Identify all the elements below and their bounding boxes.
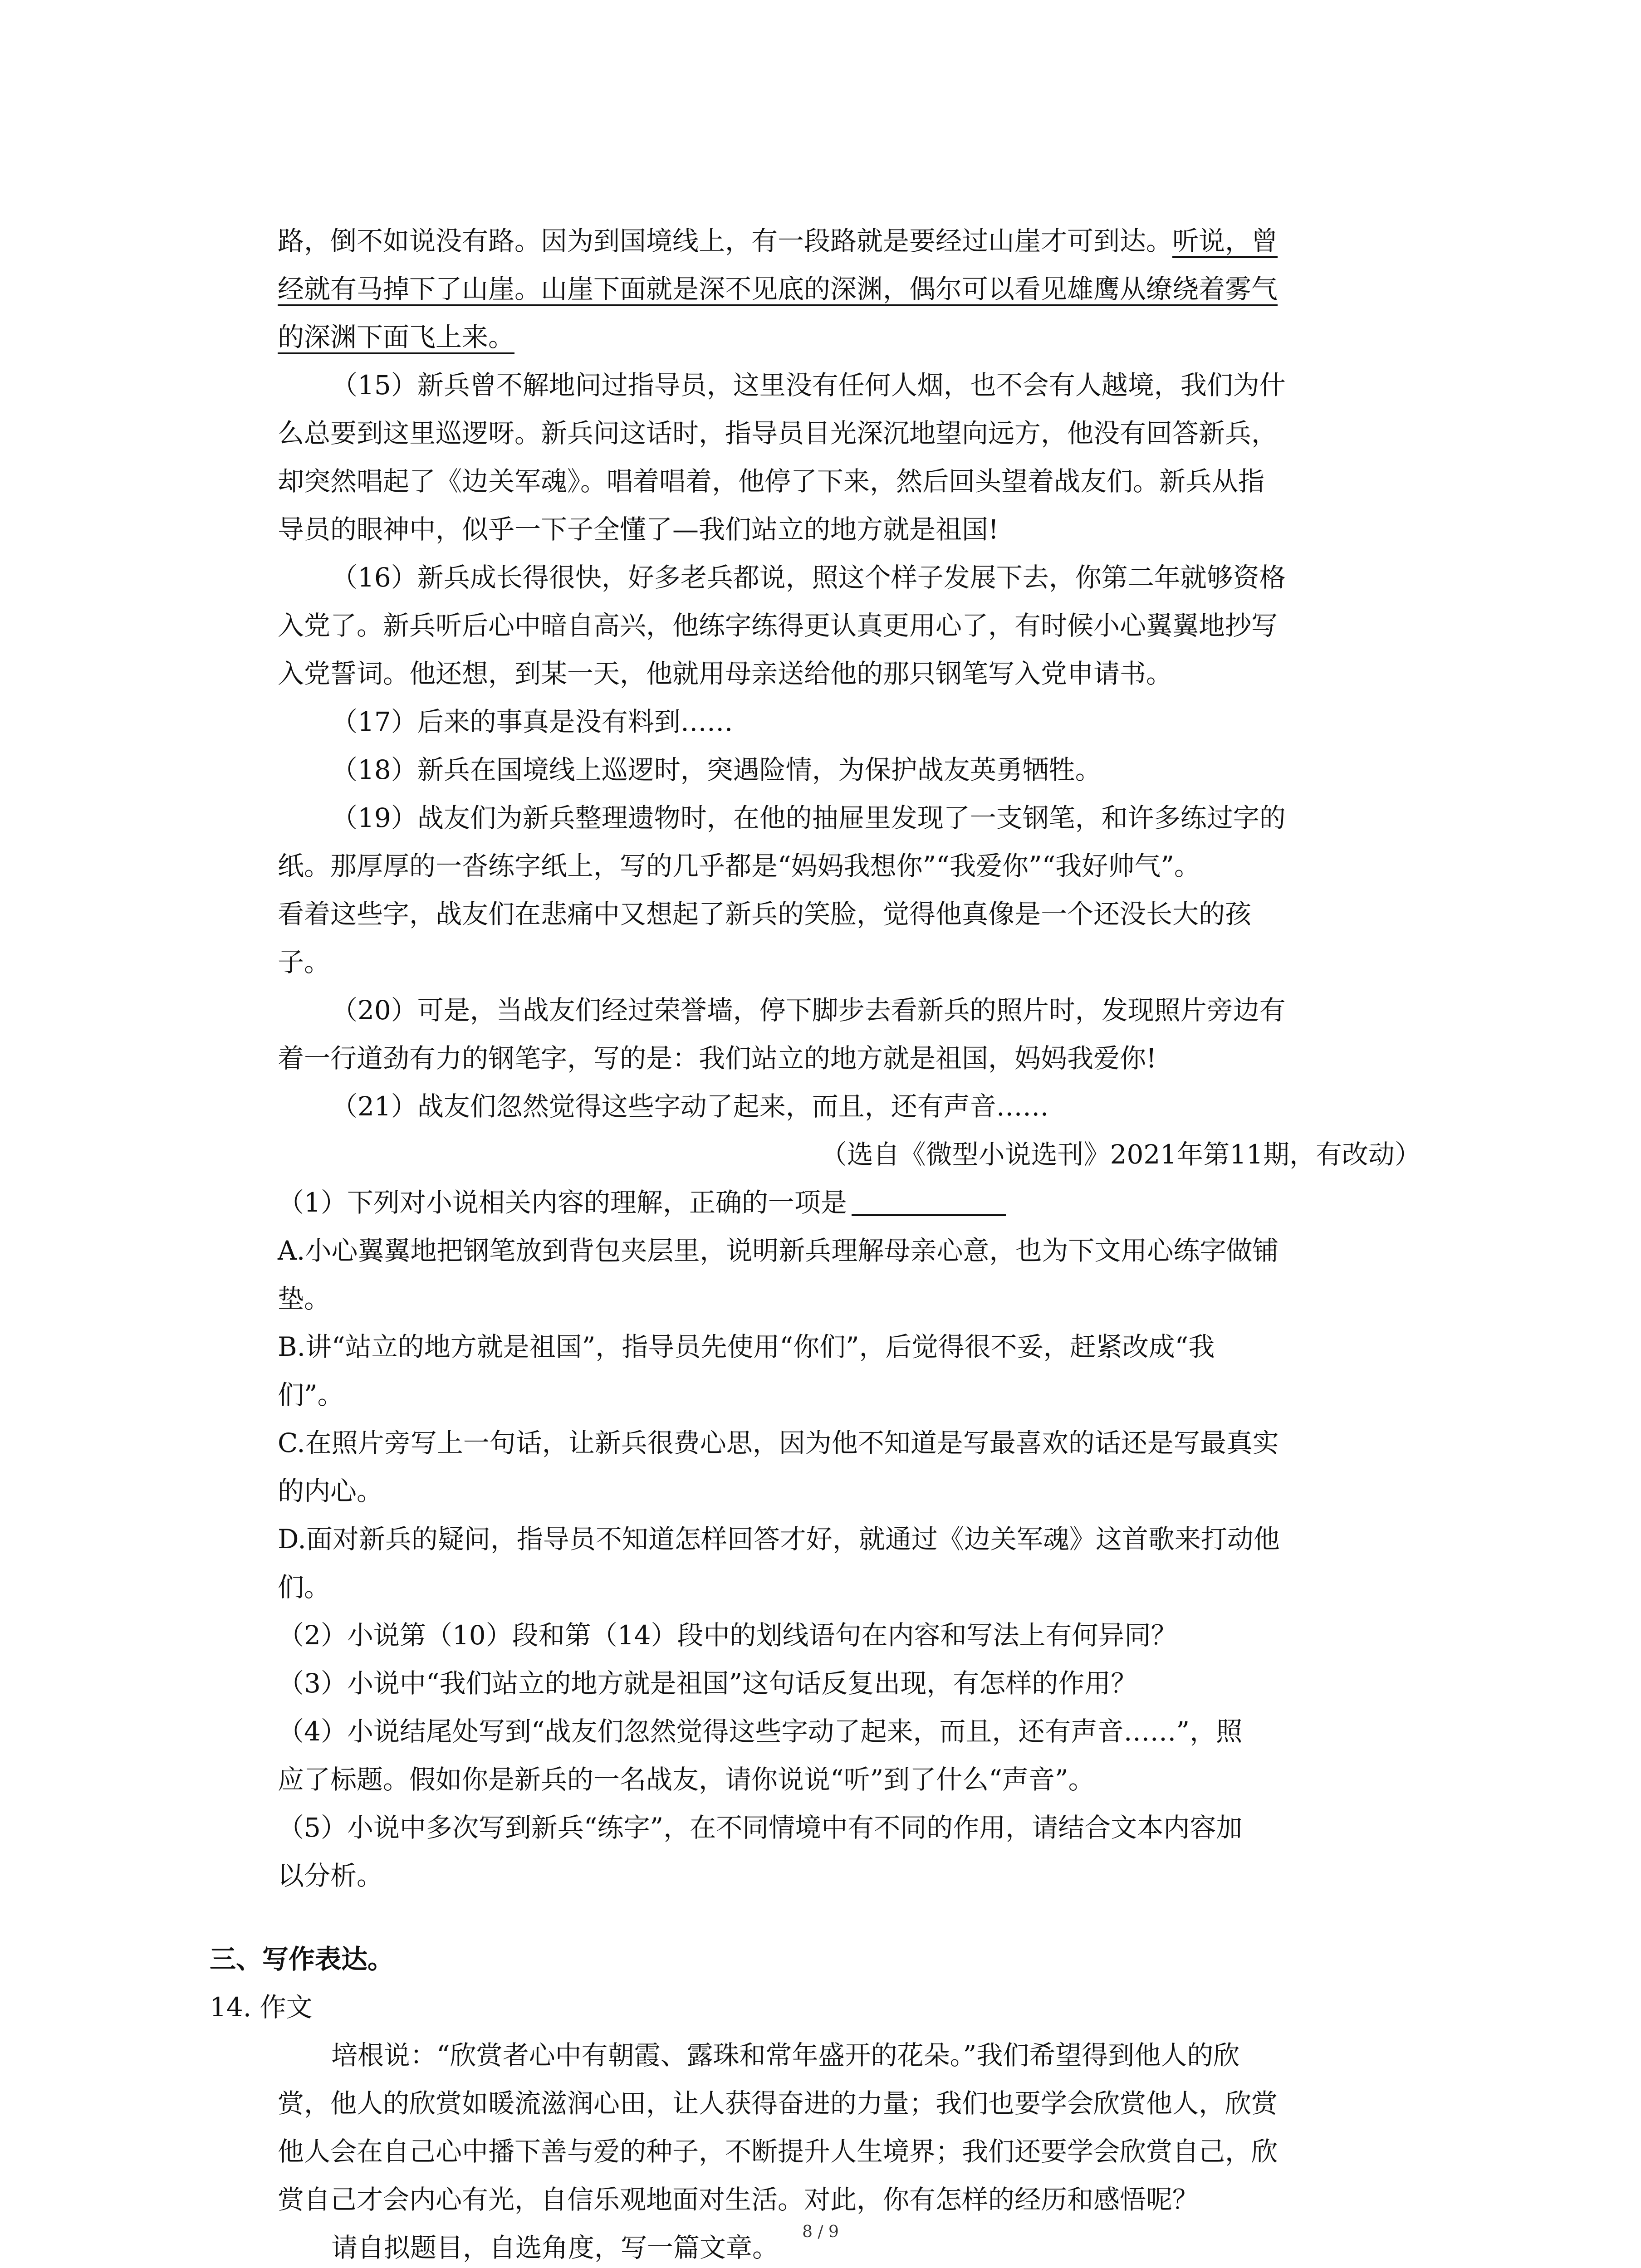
paragraph-16-cont: 入党誓词。他还想，到某一天，他就用母亲送给他的那只钢笔写入党申请书。 (278, 658, 1173, 689)
underlined-sentence: 经就有马掉下了山崖。山崖下面就是深不见底的深渊，偶尔可以看见雄鹰从缭绕着雾气 (278, 274, 1278, 304)
underlined-sentence: 的深渊下面飞上来。 (278, 322, 515, 352)
paragraph-19-cont: 看着这些字，战友们在悲痛中又想起了新兵的笑脸，觉得他真像是一个还没长大的孩 (278, 899, 1252, 929)
essay-prompt-cont: 他人会在自己心中播下善与爱的种子，不断提升人生境界；我们还要学会欣赏自己，欣 (278, 2136, 1278, 2167)
essay-item: 14. 作文 (210, 1992, 313, 2023)
option-a-cont: 垫。 (278, 1283, 331, 1314)
option-d-cont: 们。 (278, 1572, 331, 1603)
option-a: A.小心翼翼地把钢笔放到背包夹层里，说明新兵理解母亲心意，也为下文用心练字做铺 (278, 1235, 1279, 1266)
paragraph-15-cont: 么总要到这里巡逻呀。新兵问这话时，指导员目光深沉地望向远方，他没有回答新兵， (278, 418, 1278, 449)
paragraph-15: （15）新兵曾不解地问过指导员，这里没有任何人烟，也不会有人越境，我们为什 (331, 370, 1286, 401)
essay-prompt-cont: 赏自己才会内心有光，自信乐观地面对生活。对此，你有怎样的经历和感悟呢？ (278, 2184, 1199, 2215)
essay-prompt-cont: 赏，他人的欣赏如暖流滋润心田，让人获得奋进的力量；我们也要学会欣赏他人，欣赏 (278, 2088, 1278, 2119)
section-spacer (278, 1900, 1421, 1913)
answer-blank[interactable] (852, 1187, 1006, 1216)
essay-instruction: 请自拟题目，自选角度，写一篇文章。 (331, 2232, 779, 2263)
paragraph-17: （17）后来的事真是没有料到…… (331, 706, 733, 737)
source-citation: （选自《微型小说选刊》2021年第11期，有改动） (820, 1139, 1421, 1170)
question-text: （1）下列对小说相关内容的理解，正确的一项是 (278, 1187, 847, 1218)
paragraph-19-cont: 纸。那厚厚的一沓练字纸上，写的几乎都是“妈妈我想你”“我爱你”“我好帅气”。 (278, 850, 1200, 881)
option-c-cont: 的内心。 (278, 1476, 383, 1506)
question-5-cont: 以分析。 (278, 1860, 383, 1891)
question-1 (278, 1178, 1421, 1227)
essay-prompt: 培根说：“欣赏者心中有朝霞、露珠和常年盛开的花朵。”我们希望得到他人的欣 (331, 2040, 1240, 2071)
page-number: 8 / 9 (802, 2223, 839, 2241)
paragraph-18: （18）新兵在国境线上巡逻时，突遇险情，为保护战友英勇牺牲。 (331, 754, 1102, 785)
option-b: B.讲“站立的地方就是祖国”，指导员先使用“你们”，后觉得很不妥，赶紧改成“我 (278, 1331, 1215, 1362)
section-heading: 三、写作表达。 (210, 1944, 394, 1975)
underlined-sentence: 听说，曾 (1172, 225, 1278, 256)
option-d: D.面对新兵的疑问，指导员不知道怎样回答才好，就通过《边关军魂》这首歌来打动他 (278, 1524, 1280, 1554)
passage-line (278, 265, 1421, 313)
paragraph-16: （16）新兵成长得很快，好多老兵都说，照这个样子发展下去，你第二年就够资格 (331, 562, 1286, 593)
paragraph-20: （20）可是，当战友们经过荣誉墙，停下脚步去看新兵的照片时，发现照片旁边有 (331, 995, 1286, 1026)
option-c: C.在照片旁写上一句话，让新兵很费心思，因为他不知道是写最喜欢的话还是写最真实 (278, 1427, 1279, 1458)
question-4-cont: 应了标题。假如你是新兵的一名战友，请你说说“听”到了什么“声音”。 (278, 1764, 1095, 1795)
option-b-cont: 们”。 (278, 1379, 344, 1410)
passage-line (278, 313, 1421, 361)
passage-line (278, 217, 1421, 265)
question-3: （3）小说中“我们站立的地方就是祖国”这句话反复出现，有怎样的作用？ (278, 1668, 1137, 1699)
paragraph-16-cont: 入党了。新兵听后心中暗自高兴，他练字练得更认真更用心了，有时候小心翼翼地抄写 (278, 610, 1278, 641)
paragraph-19-cont: 子。 (278, 947, 331, 978)
question-5: （5）小说中多次写到新兵“练字”，在不同情境中有不同的作用，请结合文本内容加 (278, 1812, 1243, 1843)
paragraph-20-cont: 着一行道劲有力的钢笔字，写的是：我们站立的地方就是祖国，妈妈我爱你! (278, 1043, 1157, 1074)
paragraph-21: （21）战友们忽然觉得这些字动了起来，而且，还有声音…… (331, 1091, 1049, 1122)
question-4: （4）小说结尾处写到“战友们忽然觉得这些字动了起来，而且，还有声音……”，照 (278, 1716, 1243, 1747)
paragraph-15-cont: 却突然唱起了《边关军魂》。唱着唱着，他停了下来，然后回头望着战友们。新兵从指 (278, 466, 1265, 497)
question-2: （2）小说第（10）段和第（14）段中的划线语句在内容和写法上有何异同？ (278, 1620, 1177, 1651)
passage-text: 路，倒不如说没有路。因为到国境线上，有一段路就是要经过山崖才可到达。 (278, 225, 1173, 256)
page-content (210, 217, 1421, 2268)
paragraph-15-cont: 导员的眼神中，似乎一下子全懂了—我们站立的地方就是祖国! (278, 514, 999, 545)
paragraph-19: （19）战友们为新兵整理遗物时，在他的抽屉里发现了一支钢笔，和许多练过字的 (331, 802, 1286, 833)
